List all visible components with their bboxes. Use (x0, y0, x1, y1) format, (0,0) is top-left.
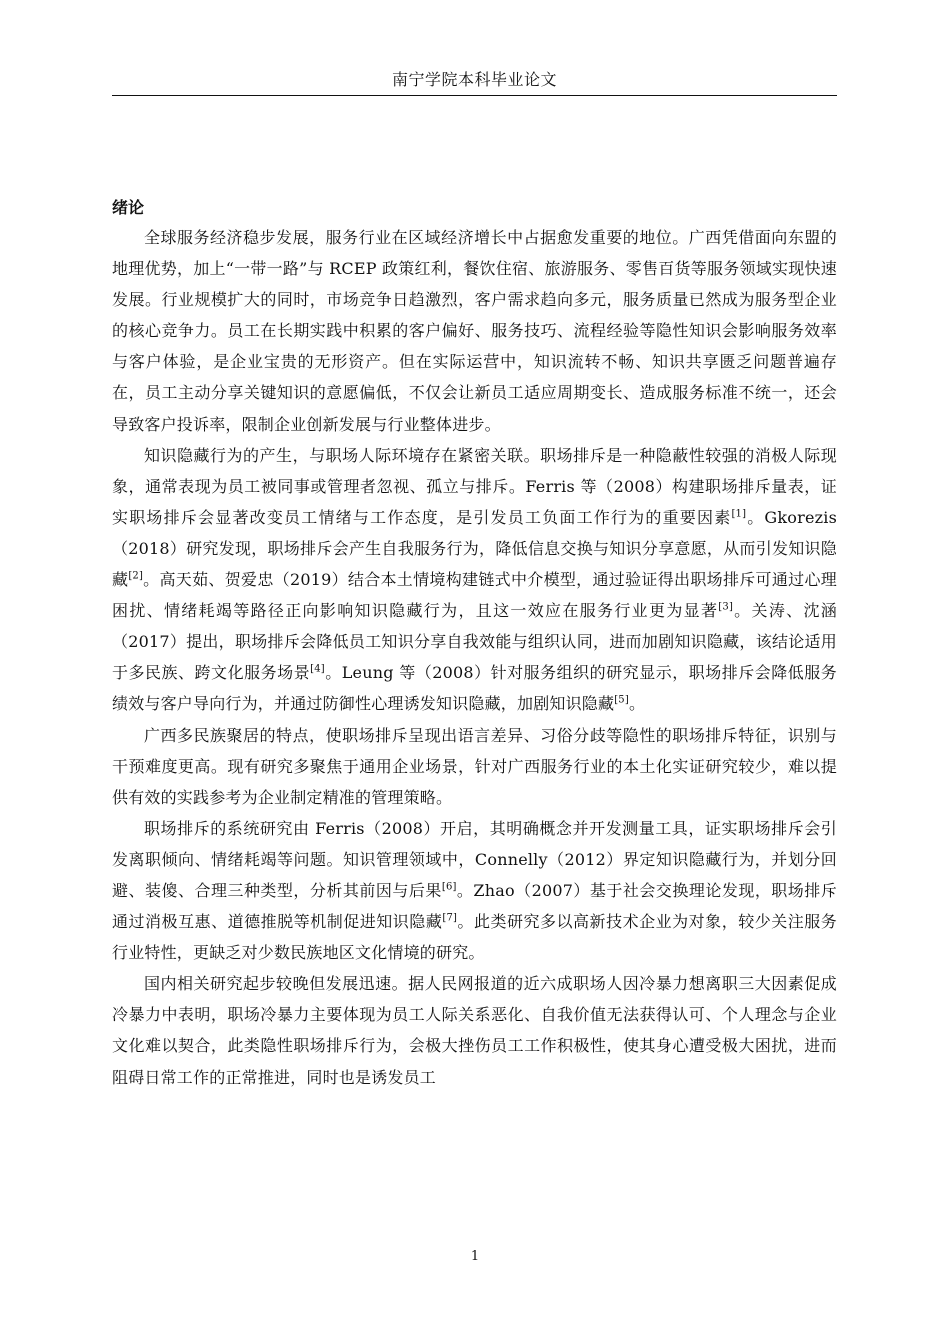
paragraph-text: 。 (628, 694, 646, 714)
paragraph-text: 知识隐藏行为的产生，与职场人际环境存在紧密关联。职场排斥是一种隐蔽性较强的消极人际现象，通常表现为员工被同事或管理者忽视、孤立与排斥。Ferris 等（2008）构建职场排斥量表，证实职场排斥会显著改变员工情绪与工作态度，是引发员工负面工作行为的重要因素 (112, 445, 837, 527)
page-header-title: 南宁学院本科毕业论文 (391, 70, 557, 89)
citation-ref: [7] (442, 912, 458, 924)
paragraph-text: 职场排斥的系统研究由 Ferris（2008）开启，其明确概念并开发测量工具，证实职场排斥会引发离职倾向、情绪耗竭等问题。知识管理领域中，Connelly（2012）界定知识隐藏行为，并划分回避、装傻、合理三种类型，分析其前因与后果 (112, 818, 837, 900)
section-heading: 绪论 (112, 198, 145, 217)
body-text (112, 222, 837, 1093)
header-divider (112, 95, 837, 96)
paragraph-text: 。Leung 等（2008）针对服务组织的研究显示，职场排斥会降低服务绩效与客户导向行为，并通过防御性心理诱发知识隐藏，加剧知识隐藏 (112, 663, 837, 714)
citation-ref: [5] (614, 695, 629, 707)
paragraph (112, 440, 837, 720)
paragraph-text: 。关涛、沈涵（2017）提出，职场排斥会降低员工知识分享自我效能与组织认同，进而加剧知识隐藏，该结论适用于多民族、跨文化服务场景 (112, 601, 837, 683)
paragraph-text: 。高天茹、贺爱忠（2019）结合本土情境构建链式中介模型，通过验证得出职场排斥可通过心理困扰、情绪耗竭等路径正向影响知识隐藏行为，且这一效应在服务行业更为显著 (112, 570, 837, 621)
citation-ref: [4] (310, 663, 325, 675)
paragraph (112, 813, 837, 968)
paragraph-text: 。Zhao（2007）基于社会交换理论发现，职场排斥通过消极互惠、道德推脱等机制促进知识隐藏 (112, 880, 837, 932)
paragraph-text: 全球服务经济稳步发展，服务行业在区域经济增长中占据愈发重要的地位。广西凭借面向东盟的地理优势，加上“一带一路”与 RCEP 政策红利，餐饮住宿、旅游服务、零售百货等服务领域实现快速发展。行业规模扩大的同时，市场竞争日趋激烈，客户需求趋向多元，服务质量已然成为服务型企业的核心竞争力。员工在长期实践中积累的客户偏好、服务技巧、流程经验等隐性知识会影响服务效率与客户体验，是企业宝贵的无形资产。但在实际运营中，知识流转不畅、知识共享匮乏问题普遍存在，员工主动分享关键知识的意愿偏低，不仅会让新员工适应周期变长、造成服务标准不统一，还会导致客户投诉率，限制企业创新发展与行业整体进步。 (112, 228, 837, 434)
page-number: 1 (470, 1249, 480, 1264)
paragraph-text: 广西多民族聚居的特点，使职场排斥呈现出语言差异、习俗分歧等隐性的职场排斥特征，识别与干预难度更高。现有研究多聚焦于通用企业场景，针对广西服务行业的本土化实证研究较少，难以提供有效的实践参考为企业制定精准的管理策略。 (112, 725, 837, 807)
citation-ref: [6] (441, 881, 457, 893)
paragraph (112, 968, 837, 1092)
paragraph-text: 。此类研究多以高新技术企业为对象，较少关注服务行业特性，更缺乏对少数民族地区文化情境的研究。 (112, 912, 837, 963)
paragraph-text: 国内相关研究起步较晚但发展迅速。据人民网报道的近六成职场人因冷暴力想离职三大因素促成冷暴力中表明，职场冷暴力主要体现为员工人际关系恶化、自我价值无法获得认可、个人理念与企业文化难以契合，此类隐性职场排斥行为，会极大挫伤员工工作积极性，使其身心遭受极大困扰，进而阻碍日常工作的正常推进，同时也是诱发员工 (112, 974, 837, 1087)
citation-ref: [2] (128, 570, 144, 582)
paragraph-text: 。Gkorezis（2018）研究发现，职场排斥会产生自我服务行为，降低信息交换与知识分享意愿，从而引发知识隐藏 (112, 507, 837, 590)
paragraph (112, 720, 837, 813)
citation-ref: [3] (718, 601, 734, 613)
paragraph (112, 222, 837, 440)
citation-ref: [1] (731, 508, 747, 520)
